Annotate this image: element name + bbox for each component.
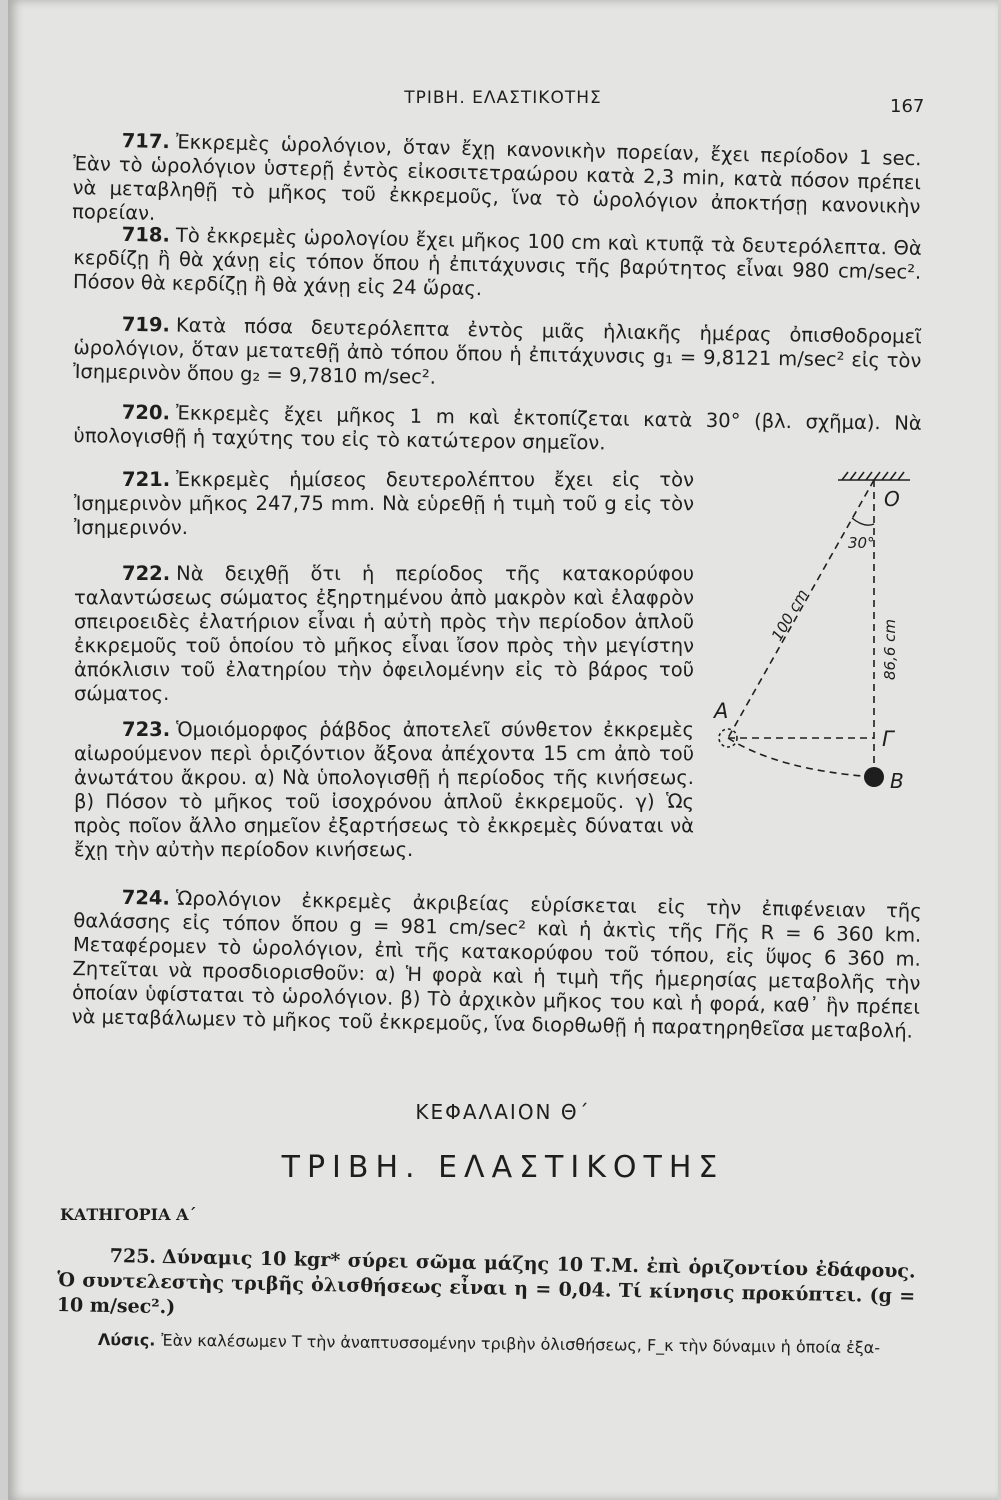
problem-text: Ἐκκρεμὲς ὡρολόγιον, ὅταν ἔχῃ κανονικὴν πορείαν, ἔχει περίοδον 1 sec. Ἐὰν τὸ ὡρολόγιον ὑστερῇ ἐντὸς εἰκοσιτετραώρου κατὰ 2,3 min, κατὰ πόσον πρέπει νὰ μεταβληθῇ τὸ μῆκος τοῦ ἐκκρεμοῦς, ἵνα τὸ ὡρολόγιον ἀποκτήσῃ κανονικὴν πορείαν. [71,130,922,225]
page-number: 167 [890,96,925,117]
solution-text: Ἐὰν καλέσωμεν T τὴν ἀναπτυσσομένην τριβὴν ὀλισθήσεως, F_κ τὴν δύναμιν ἡ ὁποία ἐξα- [161,1330,881,1358]
angle-label: 30° [848,534,875,552]
problem-number: 717. [121,129,171,154]
problem-text: Ὡρολόγιον ἐκκρεμὲς ἀκριβείας εὑρίσκεται εἰς τὴν ἐπιφένειαν τῆς θαλάσσης εἰς τόπον ὅπου g = 981 cm/sec² καὶ ἡ ἀκτὶς τῆς Γῆς R = 6 360 km. Μεταφέρομεν τὸ ὡρολόγιον, ἐπὶ τῆς κατακορύφου τοῦ τόπου, εἰς ὕψος 6 360 m. Ζητεῖται νὰ προσδιορισθοῦν: α) Ἡ φορὰ καὶ ἡ τιμὴ τῆς ἡμερησίας μεταβολῆς τὴν ὁποίαν ὑφίσταται τὸ ὡρολόγιον. β) Τὸ ἀρχικὸν μῆκος του καὶ ἡ φορά, καθ᾽ ἣν πρέπει νὰ μεταβάλωμεν τὸ μῆκος τοῦ ἐκκρεμοῦς, ἵνα διορθωθῇ ἡ παρατηρηθεῖσα μεταβολή. [71,886,922,1043]
book-page [8,0,998,1500]
problem-721 [74,468,694,540]
problem-724 [71,885,921,1044]
swing-arc [728,738,874,777]
problem-text: Ἐκκρεμὲς ἔχει μῆκος 1 m καὶ ἐκτοπίζεται κατὰ 30° (βλ. σχῆμα). Νὰ ὑπολογισθῇ ἡ ταχύτης του εἰς τὸ κατώτερον σημεῖον. [73,401,922,455]
bob-b [864,767,884,787]
length-slant-label: 100 cm [767,586,812,644]
problem-725 [57,1243,916,1334]
length-vertical-label: 86,6 cm [881,618,899,680]
problem-718 [73,222,922,309]
problem-text: Κατὰ πόσα δευτερόλεπτα ἐντὸς μιᾶς ἡλιακῆς ἡμέρας ὀπισθοδρομεῖ ὡρολόγιον, ὅταν μετατεθῇ ἀπὸ τόπου ὅπου ἡ ἐπιτάχυνσις g₁ = 9,8121 m/sec² εἰς τὸν Ἰσημερινὸν ὅπου g₂ = 9,7810 m/sec². [72,313,922,389]
problem-number: 723. [122,718,171,741]
problem-text: Νὰ δειχθῇ ὅτι ἡ περίοδος τῆς κατακορύφου ταλαντώσεως σώματος ἐξηρτημένου ἀπὸ μακρὸν καὶ ἐλαφρὸν σπειροειδὲς ἐλατήριον εἶναι ἡ αὐτὴ πρὸς τὴν περίοδον ἁπλοῦ ἐκκρεμοῦς τοῦ ὁποίου τὸ μῆκος εἶναι ἴσον πρὸς τὴν μεγίστην ἀπόκλισιν τοῦ ἐλατηρίου τὴν ὀφειλομένην εἰς τὸ βάρος τοῦ σώματος. [74,562,694,705]
problem-text: Ὁμοιόμορφος ῥάβδος ἀποτελεῖ σύνθετον ἐκκρεμὲς αἰωρούμενον περὶ ὁριζόντιον ἄξονα ἀπέχοντα 15 cm ἀπὸ τοῦ ἀνωτάτου ἄκρου. α) Νὰ ὑπολογισθῇ ἡ περίοδος τῆς κινήσεως. β) Πόσον τὸ μῆκος τοῦ ἰσοχρόνου ἁπλοῦ ἐκκρεμοῦς. γ) Ὡς πρὸς ποῖον ἄλλο σημεῖον ἐξαρτήσεως τὸ ἐκκρεμὲς δύναται νὰ ἔχῃ τὴν αὐτὴν περίοδον κινήσεως. [74,718,694,861]
running-header: ΤΡΙΒΗ. ΕΛΑΣΤΙΚΟΤΗΣ [404,88,602,108]
chapter-heading: ΚΕΦΑΛΑΙΟΝ Θ΄ [415,1100,591,1124]
problem-number: 721. [122,468,171,491]
ceiling-hatch [838,472,910,480]
label-gamma: Γ [882,727,894,751]
label-b: B [890,769,904,793]
problem-text: Τὸ ἐκκρεμὲς ὡρολογίου ἔχει μῆκος 100 cm καὶ κτυπᾷ τὰ δευτερόλεπτα. Θὰ κερδίζῃ ἢ θὰ χάνῃ εἰς τόπον ὅπου ἡ ἐπιτάχυνσις τῆς βαρύτητος εἶναι 980 cm/sec². Πόσον θὰ κερδίζῃ ἢ θὰ χάνῃ εἰς 24 ὥρας. [72,223,922,301]
problem-number: 725. [109,1244,157,1268]
problem-number: 718. [121,222,171,247]
solution-label: Λύσις. [97,1330,156,1350]
label-a: A [714,699,729,723]
chapter-title: ΤΡΙΒΗ. ΕΛΑΣΤΙΚΟΤΗΣ [281,1150,725,1185]
problem-number: 724. [121,885,171,910]
pendulum-figure [698,462,928,822]
angle-arc [852,518,874,525]
problem-text: Ἐκκρεμὲς ἡμίσεος δευτερολέπτου ἔχει εἰς τὸν Ἰσημερινὸν μῆκος 247,75 mm. Νὰ εὑρεθῇ ἡ τιμὴ τοῦ g εἰς τὸν Ἰσημερινόν. [74,468,694,539]
problem-number: 719. [121,312,171,337]
problem-number: 720. [121,400,171,425]
problem-719 [73,312,922,397]
problem-720 [73,400,922,460]
label-o: O [884,487,900,511]
problem-722 [74,562,694,706]
problem-number: 722. [122,562,171,585]
problem-723 [74,718,694,862]
solution-line [98,1330,918,1358]
problem-text: Δύναμις 10 kgr* σύρει σῶμα μάζης 10 Τ.Μ. ἐπὶ ὁριζοντίου ἐδάφους. Ὁ συντελεστὴς τριβῆς ὀλισθήσεως εἶναι η = 0,04. Τί κίνησις προκύπτει. (g = 10 m/sec².) [56,1246,916,1319]
category-label: ΚΑΤΗΓΟΡΙΑ Α΄ [60,1205,197,1224]
